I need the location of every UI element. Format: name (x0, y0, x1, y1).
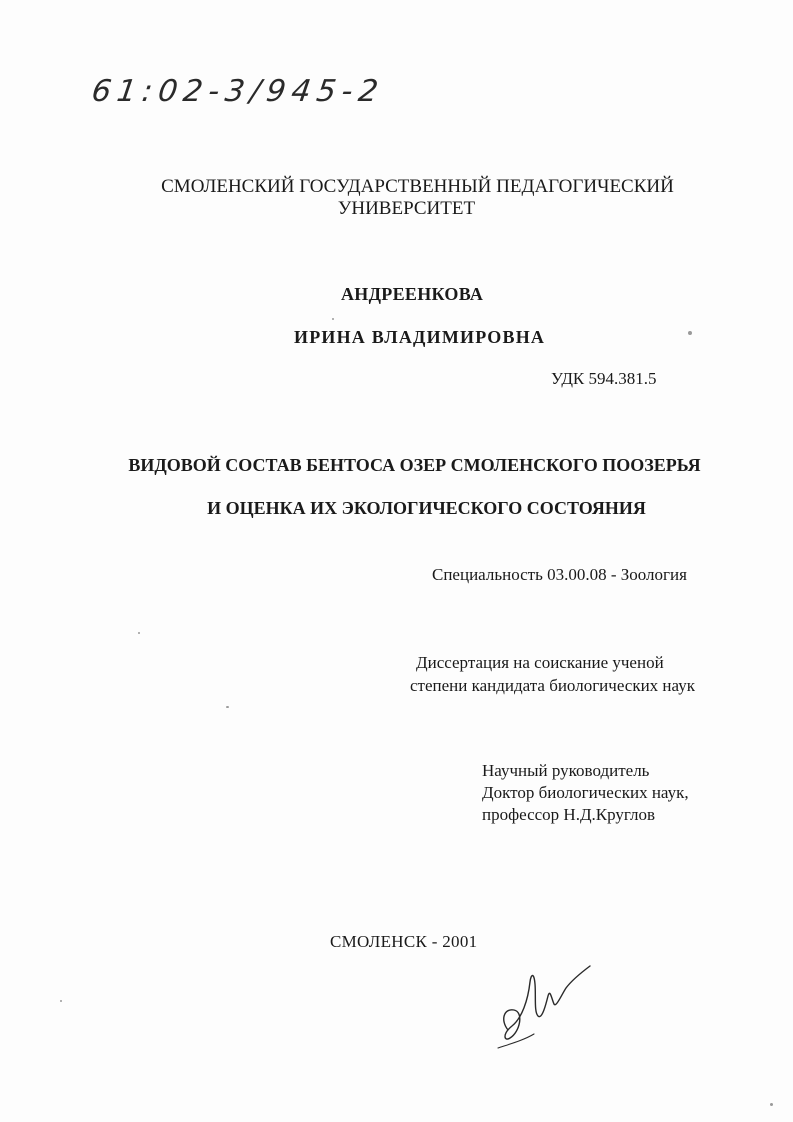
signature-icon (490, 960, 600, 1050)
scan-speck (332, 318, 334, 320)
dissertation-line-1: Диссертация на соискание ученой (416, 653, 664, 672)
title-line-1: ВИДОВОЙ СОСТАВ БЕНТОСА ОЗЕР СМОЛЕНСКОГО ПООЗЕРЬЯ (128, 455, 701, 475)
supervisor-line-3: профессор Н.Д.Круглов (482, 805, 656, 824)
city-year: СМОЛЕНСК - 2001 (330, 932, 478, 951)
supervisor-line-2: Доктор биологических наук, (482, 783, 689, 802)
scan-speck (138, 632, 140, 634)
title-line-2: И ОЦЕНКА ИХ ЭКОЛОГИЧЕСКОГО СОСТОЯНИЯ (207, 498, 646, 518)
university-line-1: СМОЛЕНСКИЙ ГОСУДАРСТВЕННЫЙ ПЕДАГОГИЧЕСКИЙ (161, 176, 674, 197)
university-name (0, 176, 793, 220)
scan-speck (226, 706, 229, 708)
dissertation-statement (410, 651, 695, 697)
archive-code: 61:02-3/945-2 (89, 74, 387, 109)
specialty: Специальность 03.00.08 - Зоология (432, 565, 687, 584)
author-given-names: ИРИНА ВЛАДИМИРОВНА (294, 327, 546, 347)
author-surname: АНДРЕЕНКОВА (341, 284, 484, 304)
udk-code: УДК 594.381.5 (551, 369, 657, 388)
scan-speck (60, 1000, 62, 1002)
scan-speck (770, 1103, 773, 1106)
supervisor-line-1: Научный руководитель (482, 761, 650, 780)
dissertation-line-2: степени кандидата биологических наук (410, 676, 695, 695)
university-line-2: УНИВЕРСИТЕТ (337, 198, 476, 219)
scan-speck (688, 331, 692, 335)
supervisor-block (482, 760, 689, 826)
